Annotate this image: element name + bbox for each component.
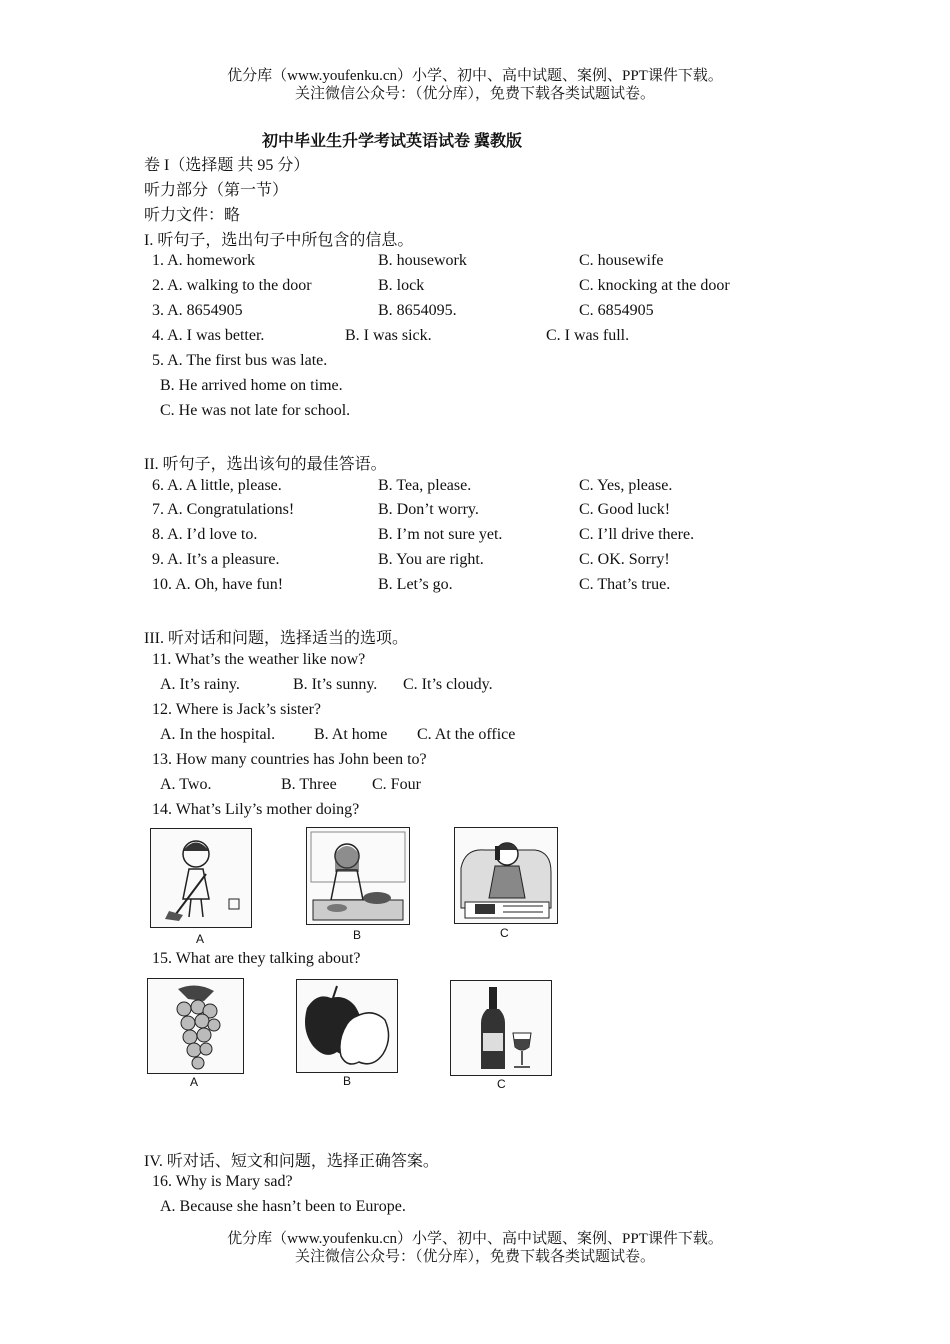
q8-option-b: B. I’m not sure yet. [378,526,503,543]
q11-option-b: B. It’s sunny. [293,676,378,693]
woman-on-phone-icon [455,828,557,923]
q12-option-c: C. At the office [417,726,516,743]
q2-option-a: 2. A. walking to the door [152,277,312,294]
q15-label-c: C [497,1077,506,1091]
q6-option-a: 6. A. A little, please. [152,477,282,494]
q13-option-b: B. Three [281,776,337,793]
q7-option-c: C. Good luck! [579,501,671,518]
section-2-heading: II. 听句子，选出该句的最佳答语。 [144,456,387,473]
q7-option-a: 7. A. Congratulations! [152,501,295,518]
footer-line-1: 优分库（www.youfenku.cn）小学、初中、高中试题、案例、PPT课件下载。 [227,1231,723,1247]
q11-option-c: C. It’s cloudy. [403,676,493,693]
page-title: 初中毕业生升学考试英语试卷 冀教版 [262,133,523,150]
q14-label-a: A [196,932,205,946]
q14-label-b: B [353,928,362,942]
q14-picture-a [150,828,252,928]
q15-picture-a [147,978,244,1074]
q8-option-c: C. I’ll drive there. [579,526,695,543]
header-line-2: 关注微信公众号：（优分库），免费下载各类试题试卷。 [294,86,655,102]
q3-option-c: C. 6854905 [579,302,654,319]
grapes-icon [148,979,243,1073]
q16-option-a: A. Because she hasn’t been to Europe. [160,1198,406,1215]
q7-option-b: B. Don’t worry. [378,501,479,518]
q12-question: 12. Where is Jack’s sister? [152,701,321,718]
q5-option-a: 5. A. The first bus was late. [152,352,328,369]
q10-option-c: C. That’s true. [579,576,671,593]
q6-option-b: B. Tea, please. [378,477,472,494]
q13-question: 13. How many countries has John been to? [152,751,427,768]
q13-option-a: A. Two. [160,776,212,793]
q6-option-c: C. Yes, please. [579,477,673,494]
listening-file-line: 听力文件：略 [144,207,241,224]
q2-option-b: B. lock [378,277,425,294]
q14-question: 14. What’s Lily’s mother doing? [152,801,360,818]
q9-option-c: C. OK. Sorry! [579,551,670,568]
listening-line: 听力部分（第一节） [144,182,289,199]
q4-option-c: C. I was full. [546,327,630,344]
q5-option-c: C. He was not late for school. [160,402,351,419]
q1-option-c: C. housewife [579,252,664,269]
q14-picture-c [454,827,558,924]
q16-question: 16. Why is Mary sad? [152,1173,293,1190]
q9-option-a: 9. A. It’s a pleasure. [152,551,280,568]
q15-picture-b [296,979,398,1073]
q5-option-b: B. He arrived home on time. [160,377,343,394]
apples-icon [297,980,397,1072]
q3-option-b: B. 8654095. [378,302,457,319]
q14-label-c: C [500,926,509,940]
q15-label-a: A [190,1075,199,1089]
q15-label-b: B [343,1074,352,1088]
section-1-heading: I. 听句子，选出句子中所包含的信息。 [144,232,414,249]
section-4-heading: IV. 听对话、短文和问题，选择正确答案。 [144,1153,439,1170]
q10-option-b: B. Let’s go. [378,576,453,593]
woman-cooking-icon [307,828,409,924]
q11-option-a: A. It’s rainy. [160,676,240,693]
q15-picture-c [450,980,552,1076]
q14-picture-b [306,827,410,925]
footer-line-2: 关注微信公众号：（优分库），免费下载各类试题试卷。 [294,1249,655,1265]
q4-option-b: B. I was sick. [345,327,432,344]
q11-question: 11. What’s the weather like now? [152,651,366,668]
woman-sweeping-icon [151,829,251,927]
section-3-heading: III. 听对话和问题，选择适当的选项。 [144,630,408,647]
volume-line: 卷 I（选择题 共 95 分） [144,157,310,174]
q15-question: 15. What are they talking about? [152,950,361,967]
q2-option-c: C. knocking at the door [579,277,730,294]
q8-option-a: 8. A. I’d love to. [152,526,258,543]
q9-option-b: B. You are right. [378,551,484,568]
q1-option-a: 1. A. homework [152,252,256,269]
q10-option-a: 10. A. Oh, have fun! [152,576,284,593]
q13-option-c: C. Four [372,776,421,793]
header-line-1: 优分库（www.youfenku.cn）小学、初中、高中试题、案例、PPT课件下载。 [227,68,723,84]
q4-option-a: 4. A. I was better. [152,327,265,344]
q3-option-a: 3. A. 8654905 [152,302,243,319]
wine-bottle-icon [451,981,551,1075]
q12-option-a: A. In the hospital. [160,726,276,743]
q1-option-b: B. housework [378,252,467,269]
q12-option-b: B. At home [314,726,388,743]
